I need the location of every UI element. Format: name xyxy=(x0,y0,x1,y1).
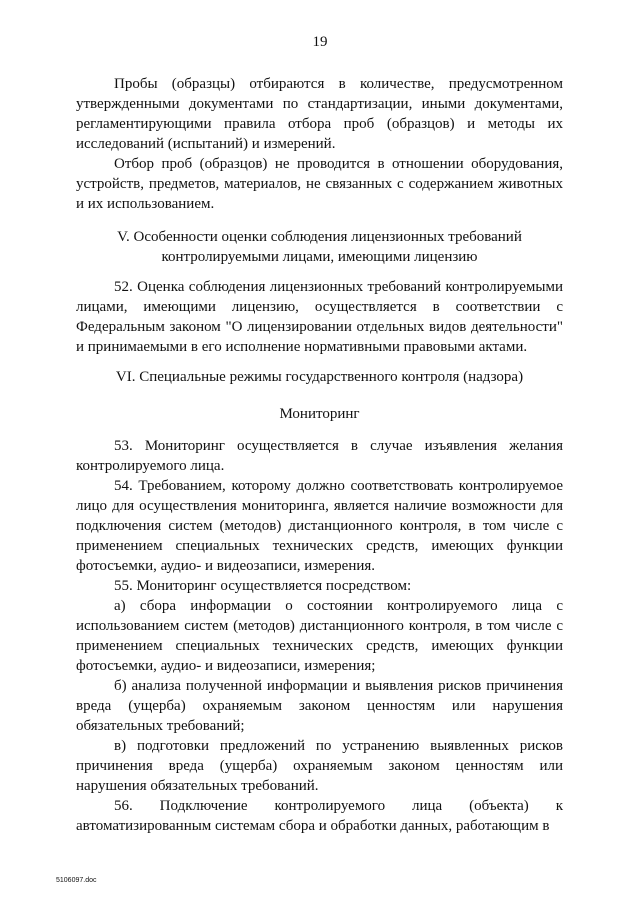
paragraph-55-b: б) анализа полученной информации и выявления рисков причинения вреда (ущерба) охраняемым законом ценностям или нарушения обязательных требований; xyxy=(76,678,563,734)
section-v-heading-line1: V. Особенности оценки соблюдения лицензионных требований xyxy=(117,229,522,245)
document-filename-footer: 5106097.doc xyxy=(56,877,97,884)
paragraph-54: 54. Требованием, которому должно соответствовать контролируемое лицо для осуществления мониторинга, является наличие возможности для подключения систем (методов) дистанционного контроля, в том числе с применением специальных технических средств, имеющих функции фотосъемки, аудио- и видеозаписи, измерения. xyxy=(76,478,563,574)
monitoring-subheading: Мониторинг xyxy=(279,406,360,422)
monitoring-paragraphs xyxy=(76,436,563,836)
paragraph-55-a: а) сбора информации о состоянии контролируемого лица с использованием систем (методов) дистанционного контроля, в том числе с применением специальных технических средств, имеющих функции фотосъемки, аудио- и видеозаписи, измерения; xyxy=(76,598,563,674)
paragraph-53: 53. Мониторинг осуществляется в случае изъявления желания контролируемого лица. xyxy=(76,438,563,474)
intro-paragraphs xyxy=(76,74,563,214)
paragraph-sampling-quantity: Пробы (образцы) отбираются в количестве, предусмотренном утвержденными документами по стандартизации, иными документами, регламентирующими правила отбора проб (образцов) и методы их исследований (испытаний) и измерений. xyxy=(76,76,563,152)
page-number: 19 xyxy=(312,34,328,50)
paragraph-52-block xyxy=(76,277,563,357)
section-vi-heading: VI. Специальные режимы государственного контроля (надзора) xyxy=(115,369,524,385)
paragraph-56: 56. Подключение контролируемого лица (объекта) к автоматизированным системам сбора и обработки данных, работающим в xyxy=(76,798,563,834)
paragraph-sampling-exclusion: Отбор проб (образцов) не проводится в отношении оборудования, устройств, предметов, материалов, не связанных с содержанием животных и их использованием. xyxy=(76,156,563,212)
paragraph-55-c: в) подготовки предложений по устранению выявленных рисков причинения вреда (ущерба) охраняемым законом ценностям или нарушения обязательных требований. xyxy=(76,738,563,794)
paragraph-52: 52. Оценка соблюдения лицензионных требований контролируемыми лицами, имеющими лицензию, осуществляется в соответствии с Федеральным законом "О лицензировании отдельных видов деятельности" и принимаемыми в его исполнение нормативными правовыми актами. xyxy=(76,279,563,355)
section-v-heading-line2: контролируемыми лицами, имеющими лицензию xyxy=(161,249,478,265)
paragraph-55: 55. Мониторинг осуществляется посредством: xyxy=(114,578,412,594)
